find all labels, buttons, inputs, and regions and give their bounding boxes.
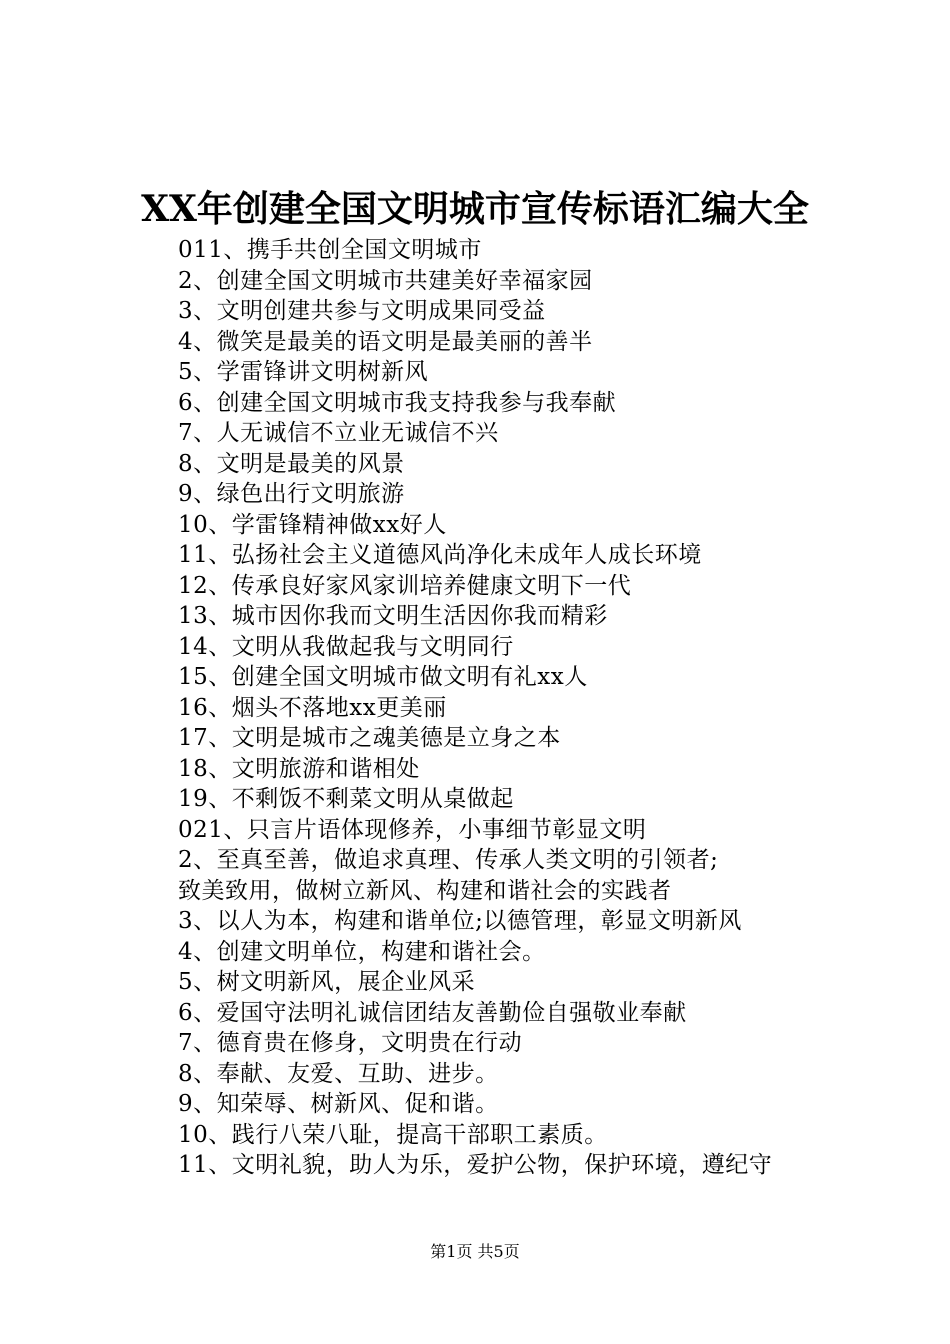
page-number-footer: 第1页 共5页: [430, 1242, 520, 1261]
slogan-line: 致美致用，做树立新风、构建和谐社会的实践者: [178, 877, 672, 904]
slogan-line: 11、弘扬社会主义道德风尚净化未成年人成长环境: [178, 542, 702, 568]
slogan-line: 13、城市因你我而文明生活因你我而精彩: [178, 603, 608, 629]
slogan-line: 4、微笑是最美的语文明是最美丽的善半: [178, 328, 593, 355]
slogan-list: [178, 235, 878, 1181]
slogan-line: 9、绿色出行文明旅游: [178, 481, 405, 507]
slogan-line: 10、学雷锋精神做xx好人: [178, 511, 447, 538]
slogan-line: 3、文明创建共参与文明成果同受益: [178, 298, 546, 324]
slogan-line: 6、创建全国文明城市我支持我参与我奉献: [178, 389, 617, 416]
slogan-line: 12、传承良好家风家训培养健康文明下一代: [178, 572, 632, 599]
slogan-line: 8、奉献、友爱、互助、进步。: [178, 1060, 499, 1087]
slogan-line: 15、创建全国文明城市做文明有礼xx人: [178, 664, 588, 690]
slogan-line: 10、践行八荣八耻，提高干部职工素质。: [178, 1121, 608, 1148]
slogan-line: 19、不剩饭不剩菜文明从桌做起: [178, 786, 514, 812]
slogan-line: 17、文明是城市之魂美德是立身之本: [178, 725, 561, 751]
slogan-line: 011、携手共创全国文明城市: [178, 237, 482, 263]
slogan-line: 2、创建全国文明城市共建美好幸福家园: [178, 267, 593, 294]
slogan-line: 6、爱国守法明礼诚信团结友善勤俭自强敬业奉献: [178, 999, 687, 1026]
slogan-line: 4、创建文明单位，构建和谐社会。: [178, 938, 546, 965]
slogan-line: 11、文明礼貌，助人为乐，爱护公物，保护环境，遵纪守: [178, 1152, 773, 1178]
slogan-line: 8、文明是最美的风景: [178, 450, 405, 477]
slogan-line: 7、德育贵在修身，文明贵在行动: [178, 1030, 523, 1056]
slogan-line: 14、文明从我做起我与文明同行: [178, 633, 514, 660]
slogan-line: 2、至真至善，做追求真理、传承人类文明的引领者;: [178, 847, 719, 873]
slogan-line: 3、以人为本，构建和谐单位;以德管理，彰显文明新风: [178, 908, 742, 934]
slogan-line: 9、知荣辱、树新风、促和谐。: [178, 1091, 499, 1117]
slogan-line: 18、文明旅游和谐相处: [178, 755, 420, 782]
slogan-line: 021、只言片语体现修养，小事细节彰显文明: [178, 816, 647, 843]
slogan-line: 7、人无诚信不立业无诚信不兴: [178, 420, 499, 446]
slogan-line: 5、树文明新风，展企业风采: [178, 969, 476, 995]
slogan-line: 16、烟头不落地xx更美丽: [178, 694, 447, 721]
slogan-line: 5、学雷锋讲文明树新风: [178, 359, 429, 385]
document-title: XX年创建全国文明城市宣传标语汇编大全: [141, 188, 809, 230]
